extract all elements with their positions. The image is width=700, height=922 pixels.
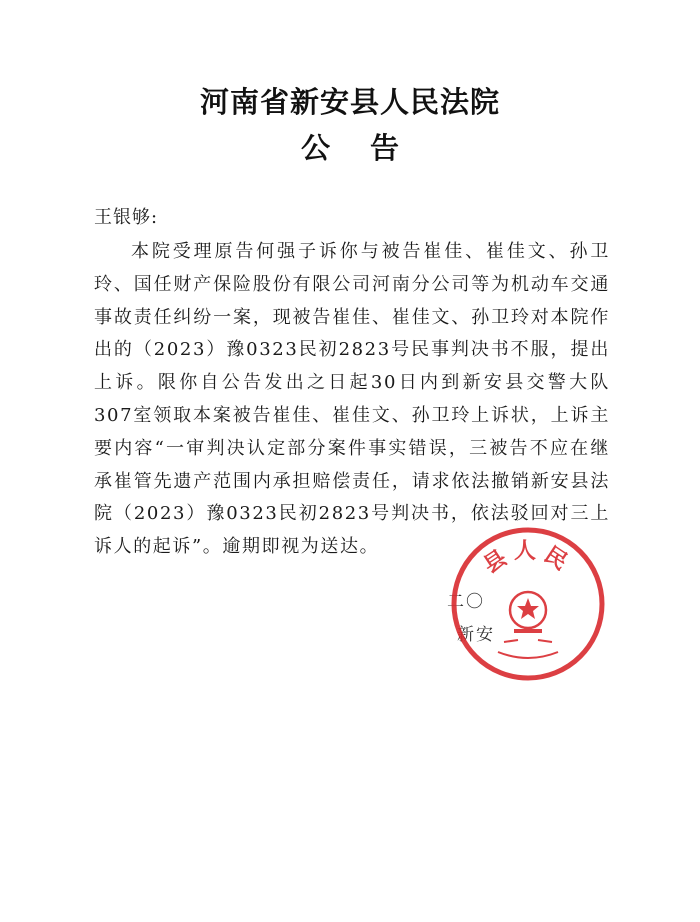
recipient-name: 王银够: [94,207,159,228]
notice-body: 本院受理原告何强子诉你与被告崔佳、崔佳文、孙卫玲、国任财产保险股份有限公司河南分公司等为机动车交通事故责任纠纷一案，现被告崔佳、崔佳文、孙卫玲对本院作出的（2023）豫0323民初2823号民事判决书不服，提出上诉。限你自公告发出之日起30日内到新安县交警大队307室领取本案被告崔佳、崔佳文、孙卫玲上诉状，上诉主要内容“一审判决认定部分案件事实错误，三被告不应在继承崔管先遗产范围内承担赔偿责任，请求依法撤销新安县法院（2023）豫0323民初2823号判决书，依法驳回对三上诉人的起诉”。逾期即视为送达。 [94,241,610,558]
seal-text: 县人民 [478,538,578,579]
seal-emblem [510,592,546,633]
document-type-heading: 公告 [300,131,439,165]
seal-lower-strokes [498,640,558,658]
seal-arc-text [479,538,577,579]
court-seal-icon [448,524,608,684]
signature-court: 新安 [457,625,495,645]
signature-date: 二〇 [447,592,485,612]
court-title: 河南省新安县人民法院 [199,85,500,119]
